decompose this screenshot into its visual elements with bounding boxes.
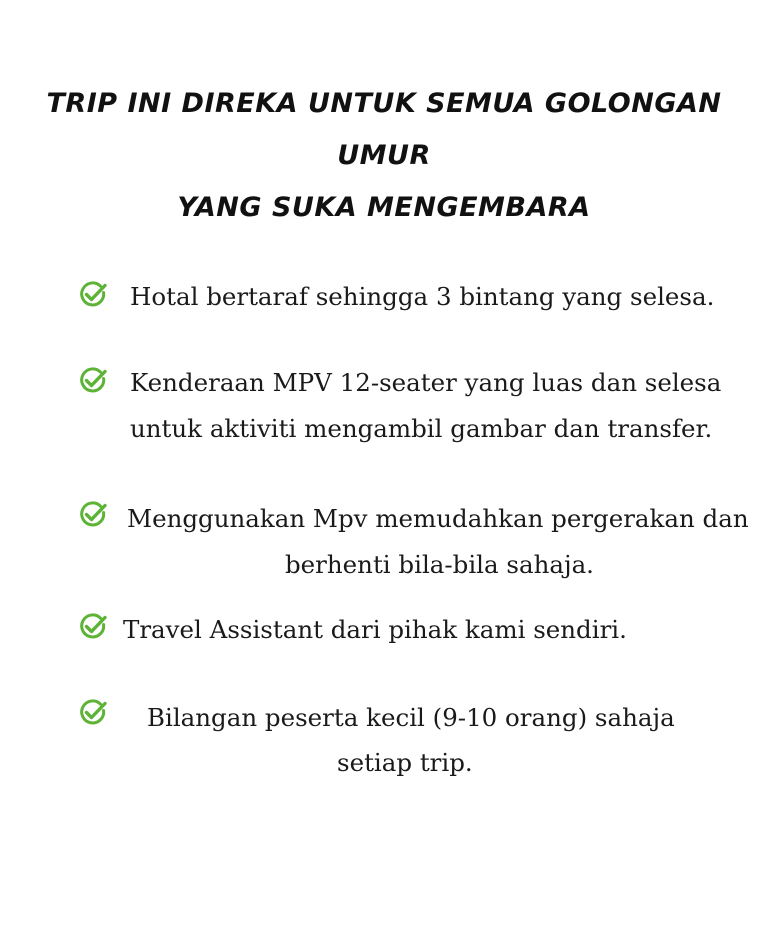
feature-text: Hotal bertaraf sehingga 3 bintang yang selesa. [130,282,715,311]
headline-line-2: YANG SUKA MENGEMBARA [177,192,591,223]
check-circle-icon [78,500,108,530]
feature-text: berhenti bila-bila sahaja. [285,550,594,579]
feature-text: Kenderaan MPV 12-seater yang luas dan selesa [130,368,722,397]
check-circle-icon [78,698,108,728]
check-circle-icon [78,612,108,642]
check-circle-icon [78,280,108,310]
headline-line-1: TRIP INI DIREKA UNTUK SEMUA GOLONGAN UMUR [46,88,722,171]
feature-text: untuk aktiviti mengambil gambar dan transfer. [130,414,713,443]
feature-text: Bilangan peserta kecil (9-10 orang) sahaja [147,703,675,732]
feature-text: setiap trip. [337,748,473,777]
feature-text: Menggunakan Mpv memudahkan pergerakan dan [127,504,749,533]
check-circle-icon [78,366,108,396]
feature-text: Travel Assistant dari pihak kami sendiri. [123,615,627,644]
headline [0,78,768,234]
